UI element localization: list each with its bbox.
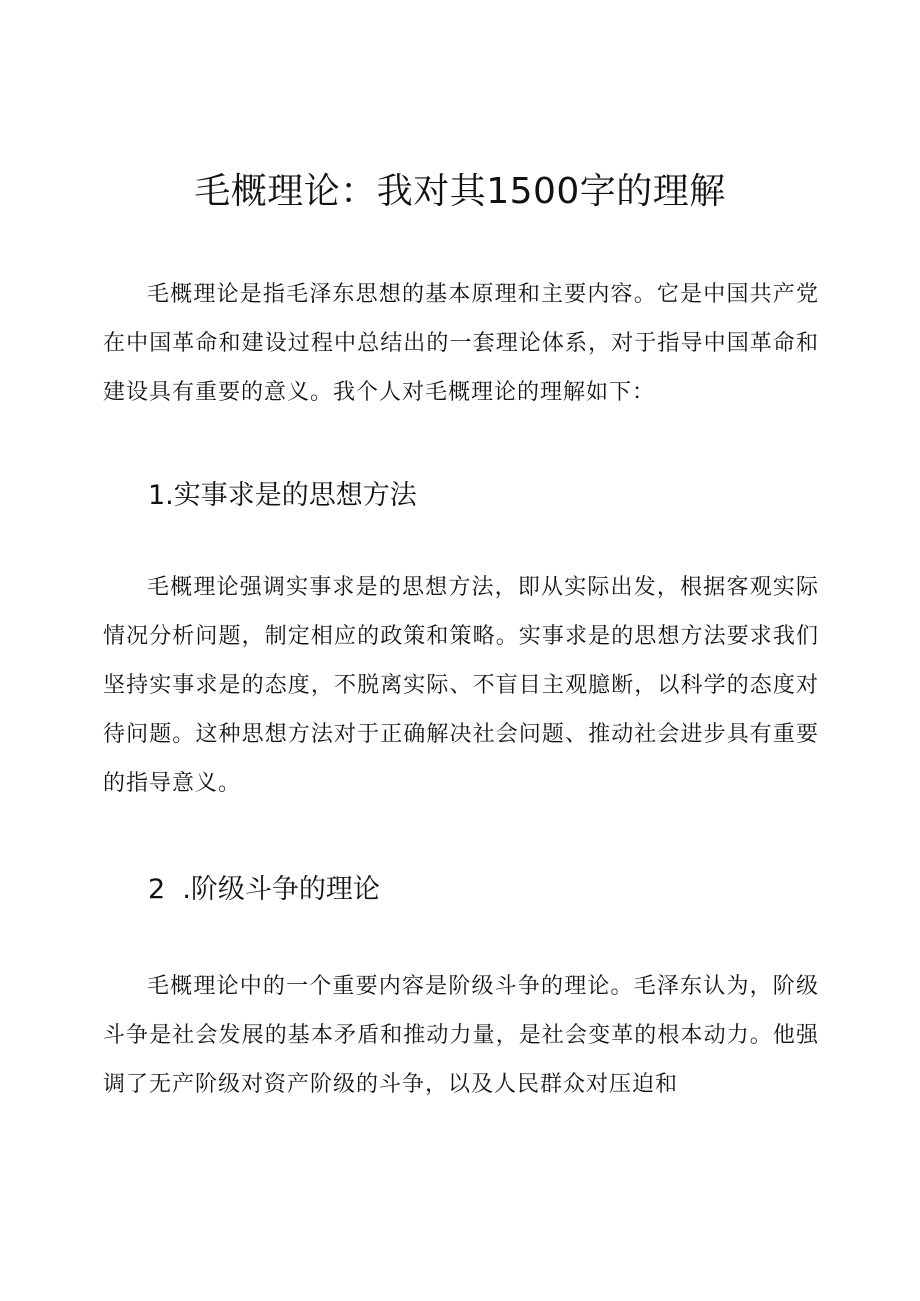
section-body-1: 毛概理论强调实事求是的思想方法，即从实际出发，根据客观实际情况分析问题，制定相应的政策和策略。实事求是的思想方法要求我们坚持实事求是的态度，不脱离实际、不盲目主观臆断，以科学的态度对待问题。这种思想方法对于正确解决社会问题、推动社会进步具有重要的指导意义。 (103, 575, 819, 796)
document-title: 毛概理论：我对其1500字的理解 (194, 171, 726, 212)
section-heading-1: 1.实事求是的思想方法 (148, 480, 417, 511)
section-body-2: 毛概理论中的一个重要内容是阶级斗争的理论。毛泽东认为，阶级斗争是社会发展的基本矛盾和推动力量，是社会变革的根本动力。他强调了无产阶级对资产阶级的斗争，以及人民群众对压迫和 (103, 974, 819, 1097)
section-heading-2: 2 .阶级斗争的理论 (148, 874, 380, 905)
intro-paragraph: 毛概理论是指毛泽东思想的基本原理和主要内容。它是中国共产党在中国革命和建设过程中总结出的一套理论体系，对于指导中国革命和建设具有重要的意义。我个人对毛概理论的理解如下： (103, 282, 819, 405)
